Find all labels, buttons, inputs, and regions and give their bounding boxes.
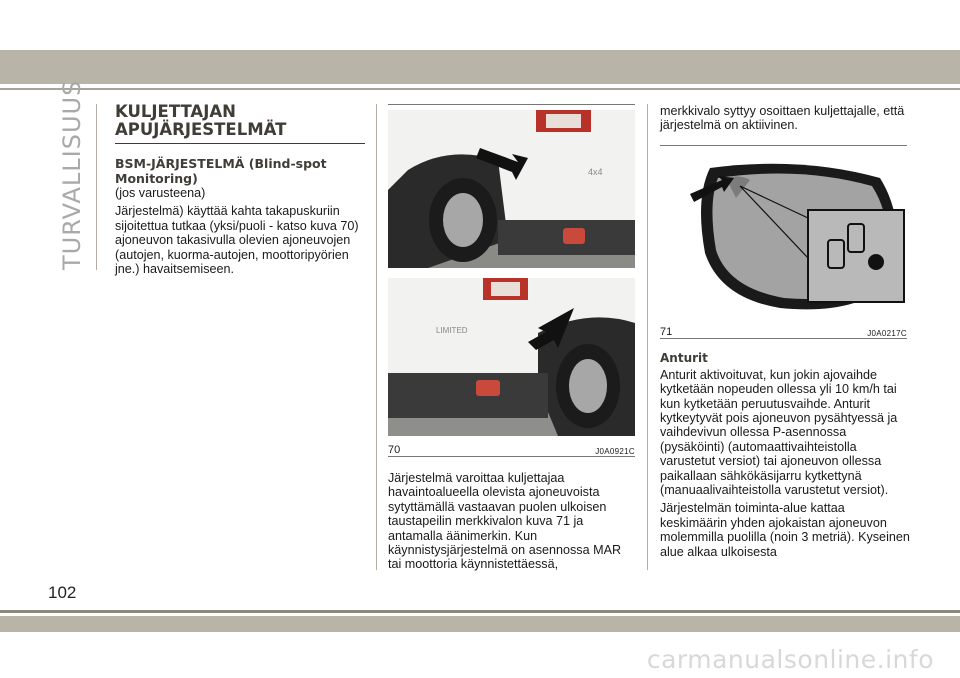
header-rule [0, 88, 960, 90]
side-mirror-illustration [660, 158, 907, 318]
figure-70-code: J0A0921C [595, 447, 635, 456]
watermark-text: carmanualsonline.info [646, 645, 934, 674]
header-band [0, 50, 960, 84]
column-1 [115, 103, 365, 276]
anturit-heading: Anturit [660, 350, 708, 365]
svg-text:LIMITED: LIMITED [436, 326, 468, 335]
warning-paragraph: Järjestelmä varoittaa kuljettajaa havaintoalueella olevista ajoneuvoista sytyttämällä vastaavan puolen ulkoisen taustapeilin merkkivalon kuva 71 ja antamalla äänimerkin. Kun käynnistysjärjestelmä on asennossa MAR tai moottoria käynnistettäessä, [388, 471, 622, 572]
footer-rule [0, 610, 960, 613]
car-rear-left-illustration [388, 110, 635, 268]
anturit-paragraph-2: Järjestelmän toiminta-alue kattaa keskimäärin yhden ajokaistan ajoneuvon molemmilla puolilla (noin 3 metriä). Kyseinen alue alkaa ulkoisesta [660, 501, 910, 559]
figure-70-caption-row [388, 442, 635, 457]
section-title [115, 103, 365, 144]
figure-top-rule [388, 104, 635, 105]
footer-band [0, 616, 960, 632]
side-tab-label: TURVALLISUUS [58, 79, 86, 270]
rear-bumper-photo-right [388, 278, 635, 436]
continuation-paragraph: merkkivalo syttyy osoittaen kuljettajalle, että järjestelmä on aktiivinen. [660, 104, 905, 133]
subtitle-line1: BSM-JÄRJESTELMÄ (Blind-spot [115, 156, 327, 171]
figure-71-code: J0A0217C [867, 328, 907, 338]
column-divider-1 [376, 104, 377, 570]
figure-71-number: 71 [660, 325, 673, 338]
side-tab-rule [96, 104, 97, 270]
subtitle-line2: Monitoring) [115, 171, 198, 186]
figure-71-caption-row [660, 324, 907, 339]
mirror-figure [660, 158, 907, 318]
page-number: 102 [48, 583, 77, 602]
column-3 [660, 104, 910, 559]
intro-paragraph: Järjestelmä) käyttää kahta takapuskuriin sijoitettua tutkaa (yksi/puoli - katso kuva 70) ajoneuvon takasivulla olevien ajoneuvojen (autojen, kuorma-autojen, moottoripyörien jne.) havaitsemiseen. [115, 204, 359, 277]
figure-71-top-rule [660, 145, 907, 146]
section-title-line2: APUJÄRJESTELMÄT [115, 120, 287, 139]
car-rear-right-illustration [388, 278, 635, 436]
column-2 [388, 104, 635, 572]
figure-70-number: 70 [388, 444, 401, 456]
column-divider-2 [647, 104, 648, 570]
svg-text:4x4: 4x4 [588, 167, 603, 177]
equipment-note: (jos varusteena) [115, 186, 206, 200]
section-subtitle [115, 156, 365, 186]
section-title-line1: KULJETTAJAN [115, 102, 236, 121]
anturit-paragraph-1: Anturit aktivoituvat, kun jokin ajovaihde kytketään nopeuden ollessa yli 10 km/h tai kun kytketään peruutusvaihde. Anturit kytkeytyvät pois ajoneuvon pysähtyessä ja vaihdevivun ollessa P-asennossa (pysäköinti) (automaattivaihteistolla varustetut versiot) tai ajoneuvon ollessa paikallaan sähkökäsijarru kytkettynä (manuaalivaihteistolla varustetut versiot). [660, 367, 898, 498]
rear-bumper-photo-left [388, 110, 635, 268]
